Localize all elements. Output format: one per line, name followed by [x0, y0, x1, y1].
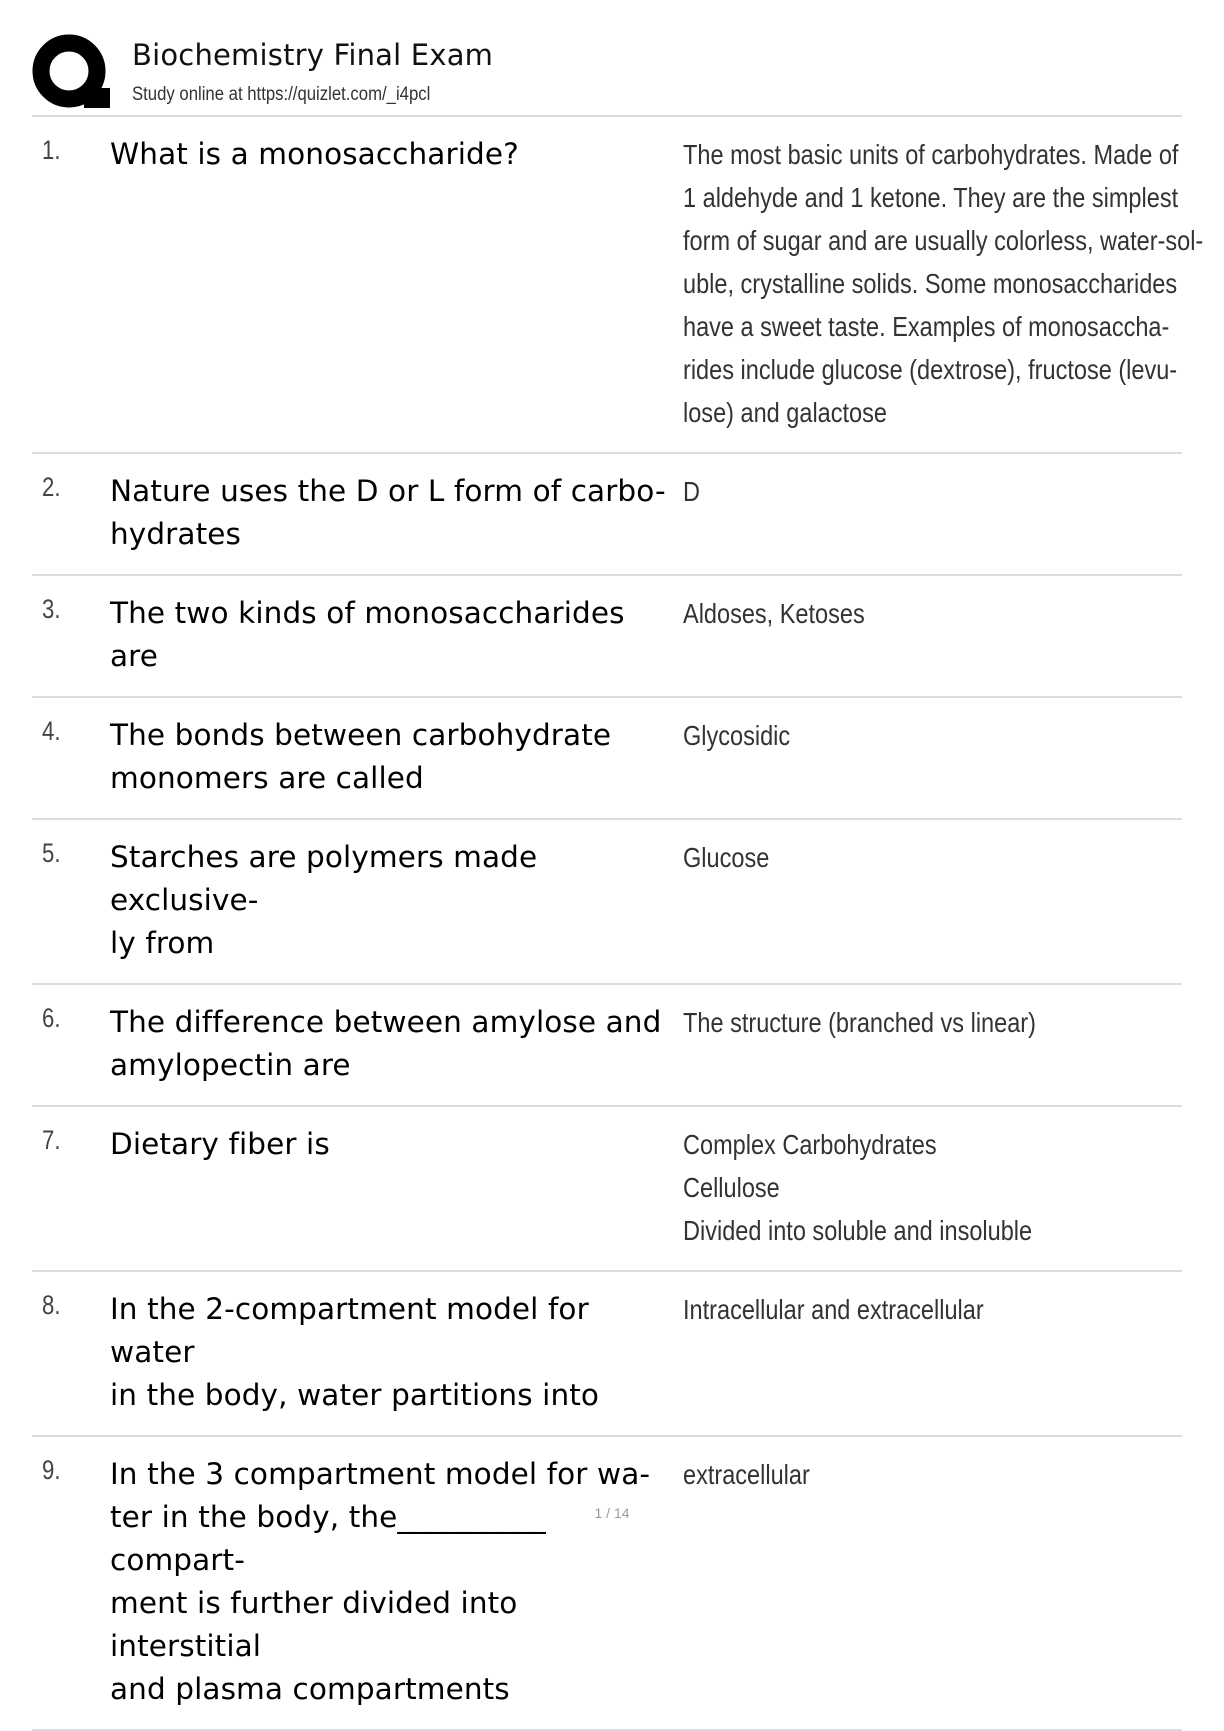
- card-answer: [683, 133, 1204, 434]
- question-line: In the 3 compartment model for wa-: [110, 1457, 651, 1491]
- answer-line: 1 aldehyde and 1 ketone. They are the simplest: [683, 182, 1179, 213]
- question-line: Starches are polymers made exclusive-: [110, 840, 538, 917]
- quizlet-logo-icon: [32, 32, 112, 112]
- study-online-link-text: Study online at https://quizlet.com/_i4pcl: [132, 84, 431, 105]
- card-number: 8.: [42, 1290, 61, 1320]
- card-answer: [683, 1001, 1183, 1044]
- card-number: 5.: [42, 838, 61, 868]
- card-question: [110, 1001, 678, 1087]
- card-number: 3.: [42, 594, 61, 624]
- flashcard-row: [32, 698, 1182, 820]
- card-number: 1.: [42, 135, 61, 165]
- card-number: 9.: [42, 1455, 61, 1485]
- answer-line: Cellulose: [683, 1172, 780, 1203]
- answer-line: Glycosidic: [683, 720, 791, 751]
- answer-line: The most basic units of carbohydrates. Made of: [683, 139, 1179, 170]
- answer-line: Complex Carbohydrates: [683, 1129, 937, 1160]
- flashcard-list: [32, 117, 1204, 1731]
- flashcard-row: [32, 820, 1182, 985]
- card-question: [110, 1123, 678, 1166]
- card-question: [110, 714, 678, 800]
- card-question: [110, 1453, 678, 1711]
- page-number: 1 / 14: [594, 1505, 630, 1521]
- answer-line: Aldoses, Ketoses: [683, 598, 865, 629]
- answer-line: The structure (branched vs linear): [683, 1007, 1036, 1038]
- document-header: [32, 32, 1182, 116]
- flashcard-row: [32, 1437, 1182, 1731]
- question-line: Dietary fiber is: [110, 1127, 330, 1161]
- card-answer: [683, 592, 1183, 635]
- flashcard-row: [32, 1107, 1182, 1272]
- question-line: in the body, water partitions into: [110, 1378, 600, 1412]
- question-line: What is a monosaccharide?: [110, 137, 519, 171]
- card-answer: [683, 470, 1183, 513]
- card-number: 4.: [42, 716, 61, 746]
- card-question: [110, 133, 678, 176]
- card-answer: [683, 714, 1183, 757]
- document-title: Biochemistry Final Exam: [132, 38, 494, 72]
- flashcard-row: [32, 117, 1204, 454]
- flashcard-row: [32, 985, 1182, 1107]
- question-line: The two kinds of monosaccharides are: [110, 596, 625, 673]
- card-question: [110, 470, 678, 556]
- card-question: [110, 1288, 678, 1417]
- card-number: 2.: [42, 472, 61, 502]
- flashcard-row: [32, 1272, 1182, 1437]
- question-line: and plasma compartments: [110, 1672, 510, 1706]
- answer-line: uble, crystalline solids. Some monosaccharides: [683, 268, 1178, 299]
- question-line: Nature uses the D or L form of carbo-: [110, 474, 666, 508]
- question-line: ment is further divided into interstitial: [110, 1586, 518, 1663]
- answer-line: D: [683, 476, 700, 507]
- answer-line: extracellular: [683, 1459, 810, 1490]
- card-answer: [683, 1288, 1183, 1331]
- answer-line: have a sweet taste. Examples of monosaccha-: [683, 311, 1170, 342]
- answer-line: form of sugar and are usually colorless, water-sol-: [683, 225, 1204, 256]
- card-answer: [683, 1123, 1183, 1252]
- answer-line: Intracellular and extracellular: [683, 1294, 984, 1325]
- card-answer: [683, 1453, 1183, 1496]
- question-line: amylopectin are: [110, 1048, 351, 1082]
- answer-line: rides include glucose (dextrose), fructose (levu-: [683, 354, 1178, 385]
- question-line: The difference between amylose and: [110, 1005, 662, 1039]
- question-line: monomers are called: [110, 761, 424, 795]
- answer-line: lose) and galactose: [683, 397, 887, 428]
- card-number: 7.: [42, 1125, 61, 1155]
- card-question: [110, 592, 678, 678]
- answer-line: Glucose: [683, 842, 770, 873]
- card-answer: [683, 836, 1183, 879]
- question-line: hydrates: [110, 517, 241, 551]
- question-line: The bonds between carbohydrate: [110, 718, 612, 752]
- flashcard-row: [32, 454, 1182, 576]
- question-line: ter in the body, the__________ compart-: [110, 1500, 546, 1577]
- card-question: [110, 836, 678, 965]
- question-line: ly from: [110, 926, 215, 960]
- flashcard-row: [32, 576, 1182, 698]
- question-line: In the 2-compartment model for water: [110, 1292, 589, 1369]
- answer-line: Divided into soluble and insoluble: [683, 1215, 1033, 1246]
- card-number: 6.: [42, 1003, 61, 1033]
